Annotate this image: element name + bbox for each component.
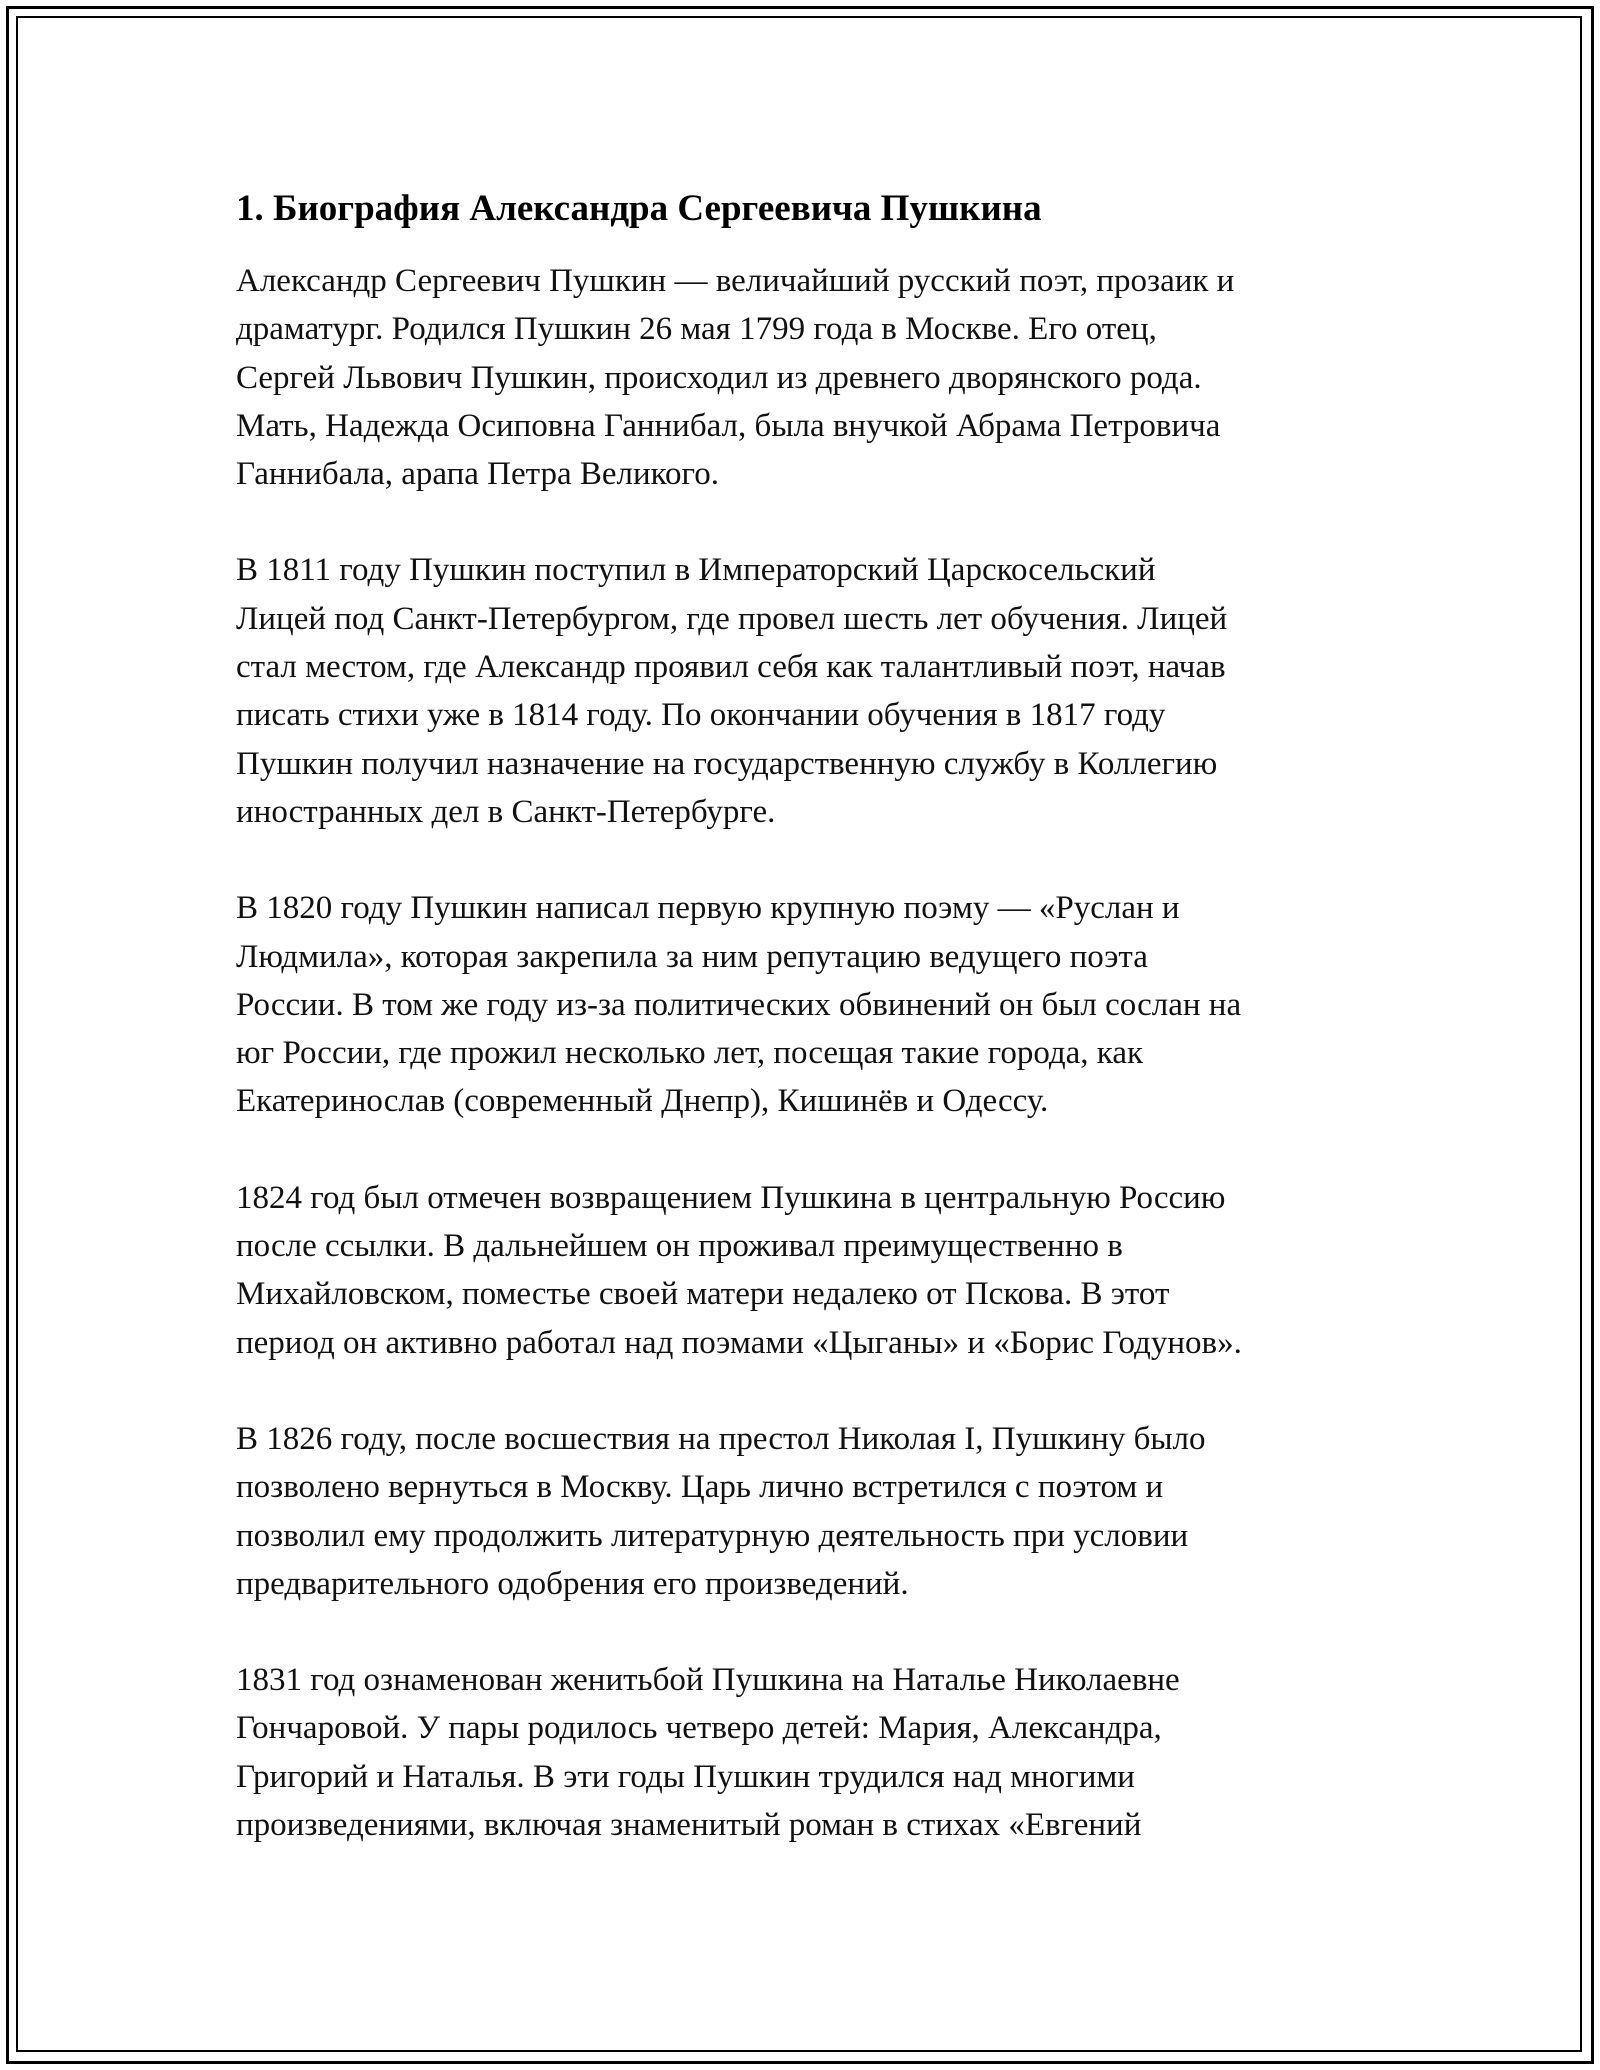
paragraph-line: Ганнибала, арапа Петра Великого. xyxy=(236,456,719,493)
paragraph-lyceum xyxy=(236,546,1386,836)
paragraph-marriage xyxy=(236,1656,1386,1849)
paragraph-line: иностранных дел в Санкт-Петербурге. xyxy=(236,793,776,830)
paragraph-line: писать стихи уже в 1814 году. По окончании обучения в 1817 году xyxy=(236,697,1166,734)
paragraph-line: период он активно работал над поэмами «Цыганы» и «Борис Годунов». xyxy=(236,1324,1242,1361)
paragraph-line: В 1811 году Пушкин поступил в Императорский Царскосельский xyxy=(236,552,1156,589)
document-body xyxy=(236,185,1386,1897)
paragraph-line: предварительного одобрения его произведений. xyxy=(236,1565,909,1602)
paragraph-line: после ссылки. В дальнейшем он проживал преимущественно в xyxy=(236,1228,1123,1265)
paragraph-line: позволил ему продолжить литературную деятельность при условии xyxy=(236,1517,1189,1554)
paragraph-line: Пушкин получил назначение на государственную службу в Коллегию xyxy=(236,745,1218,782)
paragraph-line: Мать, Надежда Осиповна Ганнибал, была внучкой Абрама Петровича xyxy=(236,407,1221,444)
paragraph-line: 1824 год был отмечен возвращением Пушкина в центральную Россию xyxy=(236,1179,1226,1216)
paragraph-line: Лицей под Санкт-Петербургом, где провел шесть лет обучения. Лицей xyxy=(236,600,1228,637)
paragraph-birth xyxy=(236,257,1386,498)
paragraph-return-moscow xyxy=(236,1415,1386,1608)
paragraph-line: Григорий и Наталья. В эти годы Пушкин трудился над многими xyxy=(236,1758,1135,1795)
paragraph-exile xyxy=(236,884,1386,1125)
paragraph-line: Екатеринослав (современный Днепр), Кишинёв и Одессу. xyxy=(236,1083,1049,1120)
paragraph-line: стал местом, где Александр проявил себя как талантливый поэт, начав xyxy=(236,649,1226,686)
paragraph-line: Михайловском, поместье своей матери недалеко от Пскова. В этот xyxy=(236,1276,1170,1313)
paragraph-line: 1831 год ознаменован женитьбой Пушкина на Наталье Николаевне xyxy=(236,1662,1180,1699)
paragraph-mikhailovskoe xyxy=(236,1174,1386,1367)
paragraph-line: Сергей Львович Пушкин, происходил из древнего дворянского рода. xyxy=(236,359,1202,396)
document-heading: 1. Биография Александра Сергеевича Пушкина xyxy=(236,188,1042,229)
paragraph-line: Александр Сергеевич Пушкин — величайший русский поэт, прозаик и xyxy=(236,263,1235,299)
paragraph-line: юг России, где прожил несколько лет, посещая такие города, как xyxy=(236,1035,1144,1072)
paragraph-line: В 1826 году, после восшествия на престол Николая I, Пушкину было xyxy=(236,1420,1206,1457)
paragraph-line: России. В том же году из-за политических обвинений он был сослан на xyxy=(236,986,1242,1023)
paragraph-line: произведениями, включая знаменитый роман в стихах «Евгений xyxy=(236,1807,1142,1844)
paragraph-line: Гончаровой. У пары родилось четверо детей: Мария, Александра, xyxy=(236,1710,1162,1747)
paragraph-line: драматург. Родился Пушкин 26 мая 1799 года в Москве. Его отец, xyxy=(236,311,1157,348)
paragraph-line: Людмила», которая закрепила за ним репутацию ведущего поэта xyxy=(236,938,1148,975)
paragraph-line: В 1820 году Пушкин написал первую крупную поэму — «Руслан и xyxy=(236,890,1180,927)
paragraph-line: позволено вернуться в Москву. Царь лично встретился с поэтом и xyxy=(236,1469,1164,1506)
